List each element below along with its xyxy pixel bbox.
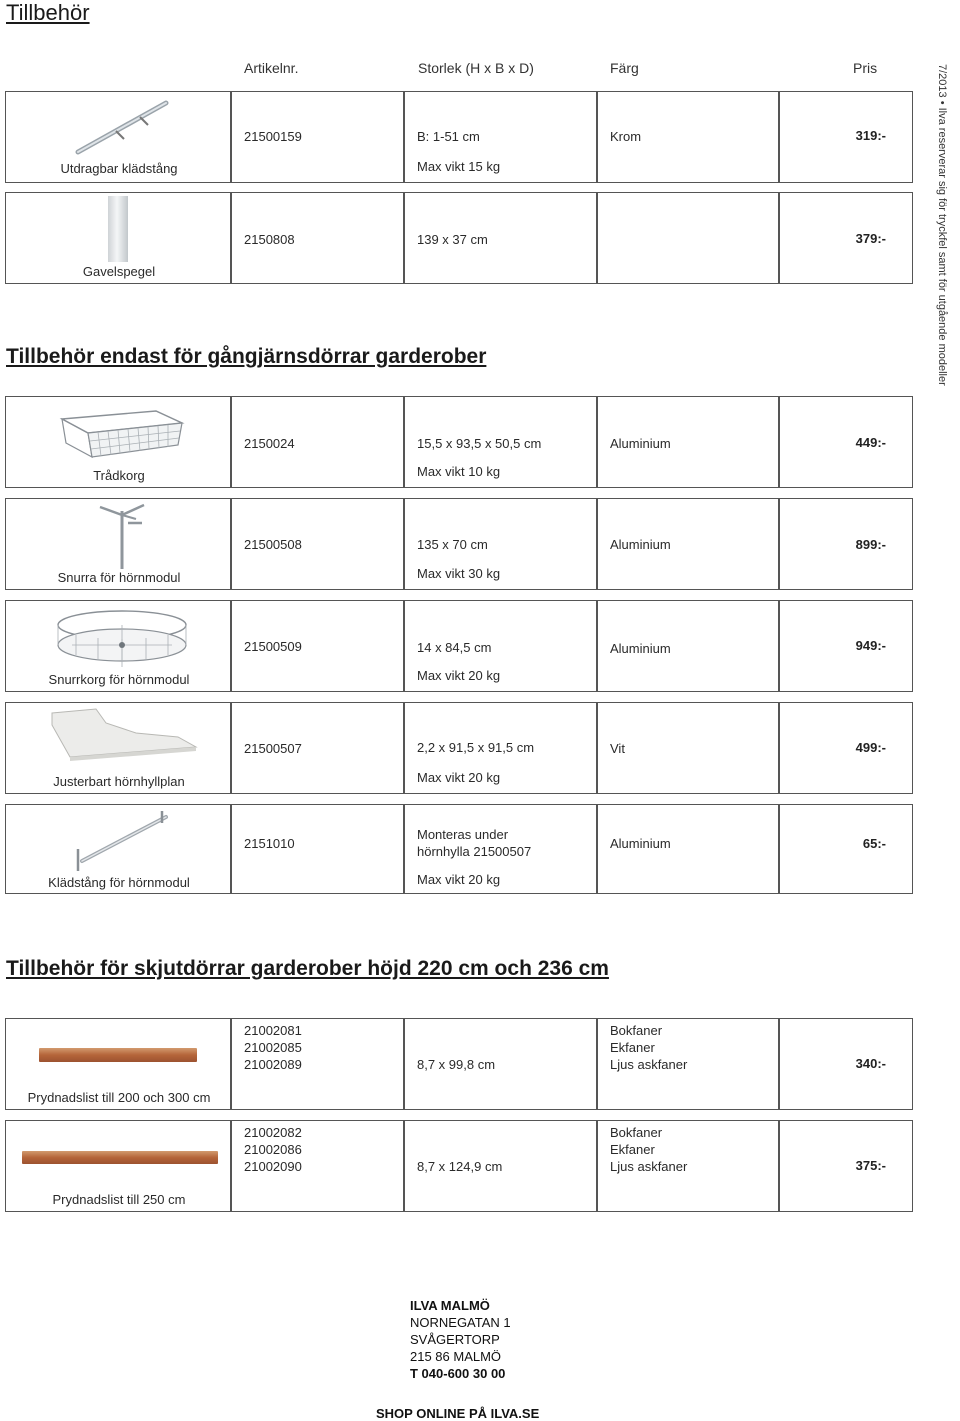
price-cell [779,702,913,794]
size-cell [404,702,597,794]
store-area: SVÅGERTORP [410,1332,500,1347]
price-cell [779,498,913,590]
size-cell [404,804,597,894]
weight-text: Max vikt 20 kg [417,872,501,887]
color-text: Aluminium [610,537,671,552]
artnr-cell [231,498,404,590]
size-text: 8,7 x 99,8 cm [417,1057,496,1072]
color-cell [597,192,779,284]
header-pris: Pris [853,60,878,76]
corner-rotator-icon [92,501,152,573]
artnr-cell [231,702,404,794]
store-name: ILVA MALMÖ [410,1298,490,1313]
product-row [5,498,913,590]
color-cell [597,498,779,590]
color-text: Ljus askfaner [610,1057,688,1072]
color-text: Ekfaner [610,1142,655,1157]
product-name: Prydnadslist till 250 cm [52,1192,186,1207]
color-text: Krom [610,129,642,144]
article-number: 21002082 [244,1125,302,1140]
size-text: 14 x 84,5 cm [417,640,492,655]
side-note [936,64,956,386]
price: 375:- [855,1158,886,1173]
price-cell [779,1120,913,1212]
header-farg: Färg [610,60,639,76]
store-street: NORNEGATAN 1 [410,1315,511,1330]
size-text: 2,2 x 91,5 x 91,5 cm [417,740,535,755]
page-title: Tillbehör [6,0,90,25]
color-text: Aluminium [610,836,671,851]
product-row [5,1120,913,1212]
section-title: Tillbehör för skjutdörrar garderober höjd 220 cm och 236 cm [6,957,609,980]
image-cell [5,396,231,488]
artnr-cell [231,804,404,894]
color-cell [597,1018,779,1110]
price: 65:- [862,836,886,851]
size-cell [404,498,597,590]
color-text: Aluminium [610,641,671,656]
article-number: 21500508 [244,537,302,552]
price-cell [779,600,913,692]
price-cell [779,91,913,183]
article-number: 21002081 [244,1023,302,1038]
article-number: 21002090 [244,1159,302,1174]
price: 899:- [855,537,886,552]
section-title: Tillbehör endast för gångjärnsdörrar garderober [6,345,487,368]
size-cell [404,192,597,284]
store-phone: T 040-600 30 00 [410,1366,506,1381]
color-text: Aluminium [610,436,671,451]
product-row [5,702,913,794]
price: 379:- [855,231,886,246]
size-text: 139 x 37 cm [417,232,488,247]
store-postal: 215 86 MALMÖ [410,1349,502,1364]
product-name: Gavelspegel [82,264,156,279]
product-row [5,1018,913,1110]
round-basket-icon [52,605,192,671]
size-text-line1: Monteras under [417,827,509,842]
image-cell [5,804,231,894]
article-number: 21002085 [244,1040,302,1055]
color-cell [597,600,779,692]
weight-text: Max vikt 15 kg [417,159,501,174]
price: 499:- [855,740,886,755]
image-cell [5,498,231,590]
article-number: 2151010 [244,836,295,851]
product-name: Klädstång för hörnmodul [48,875,190,890]
article-number: 2150024 [244,436,295,451]
color-text: Bokfaner [610,1125,663,1140]
image-cell [5,1018,231,1110]
color-cell [597,1120,779,1212]
weight-text: Max vikt 10 kg [417,464,501,479]
artnr-cell [231,396,404,488]
corner-shelf-icon [46,707,206,771]
article-number: 21002089 [244,1057,302,1072]
store-address [410,1297,511,1382]
image-cell [5,91,231,183]
product-row [5,600,913,692]
side-note-text: 7/2013 • Ilva reserverar sig för tryckfel samt för utgående modeller [936,64,948,386]
wood-trim-icon [39,1048,197,1062]
image-cell [5,600,231,692]
product-name: Snurrkorg för hörnmodul [48,672,190,687]
artnr-cell [231,1018,404,1110]
wire-basket-icon [58,405,188,465]
price: 949:- [855,638,886,653]
price-cell [779,396,913,488]
color-text: Bokfaner [610,1023,663,1038]
product-name: Snurra för hörnmodul [57,570,181,585]
size-text: B: 1-51 cm [417,129,480,144]
article-number: 21500507 [244,741,302,756]
product-name: Justerbart hörnhyllplan [53,774,185,789]
product-row [5,91,913,183]
size-cell [404,396,597,488]
artnr-cell [231,1120,404,1212]
color-text: Ljus askfaner [610,1159,688,1174]
color-cell [597,804,779,894]
color-cell [597,91,779,183]
article-number: 21002086 [244,1142,302,1157]
price: 340:- [855,1056,886,1071]
size-cell [404,91,597,183]
price-cell [779,192,913,284]
size-text: 135 x 70 cm [417,537,488,552]
image-cell [5,1120,231,1212]
weight-text: Max vikt 30 kg [417,566,501,581]
article-number: 2150808 [244,232,295,247]
footer-shop-online[interactable]: SHOP ONLINE PÅ ILVA.SE [376,1406,540,1421]
price: 319:- [855,128,886,143]
image-cell [5,192,231,284]
article-number: 21500509 [244,639,302,654]
product-name: Utdragbar klädstång [60,161,178,176]
weight-text: Max vikt 20 kg [417,770,501,785]
product-name: Trådkorg [93,468,145,483]
size-text: 15,5 x 93,5 x 50,5 cm [417,436,542,451]
size-text: 8,7 x 124,9 cm [417,1159,503,1174]
color-cell [597,702,779,794]
wood-trim-icon [22,1151,218,1164]
product-row [5,804,913,894]
image-cell [5,702,231,794]
color-text: Vit [610,741,625,756]
pull-out-rail-icon [68,97,198,167]
price: 449:- [855,435,886,450]
header-artikelnr: Artikelnr. [244,60,299,76]
product-name: Prydnadslist till 200 och 300 cm [27,1090,211,1105]
size-cell [404,1018,597,1110]
artnr-cell [231,600,404,692]
mirror-icon [108,196,128,262]
header-storlek: Storlek (H x B x D) [418,60,534,76]
artnr-cell [231,91,404,183]
product-row [5,192,913,284]
size-cell [404,1120,597,1212]
size-text-line2: hörnhylla 21500507 [417,844,532,859]
product-row [5,396,913,488]
color-cell [597,396,779,488]
price-cell [779,1018,913,1110]
corner-rail-icon [70,809,180,875]
artnr-cell [231,192,404,284]
article-number: 21500159 [244,129,302,144]
color-text: Ekfaner [610,1040,655,1055]
price-cell [779,804,913,894]
weight-text: Max vikt 20 kg [417,668,501,683]
size-cell [404,600,597,692]
